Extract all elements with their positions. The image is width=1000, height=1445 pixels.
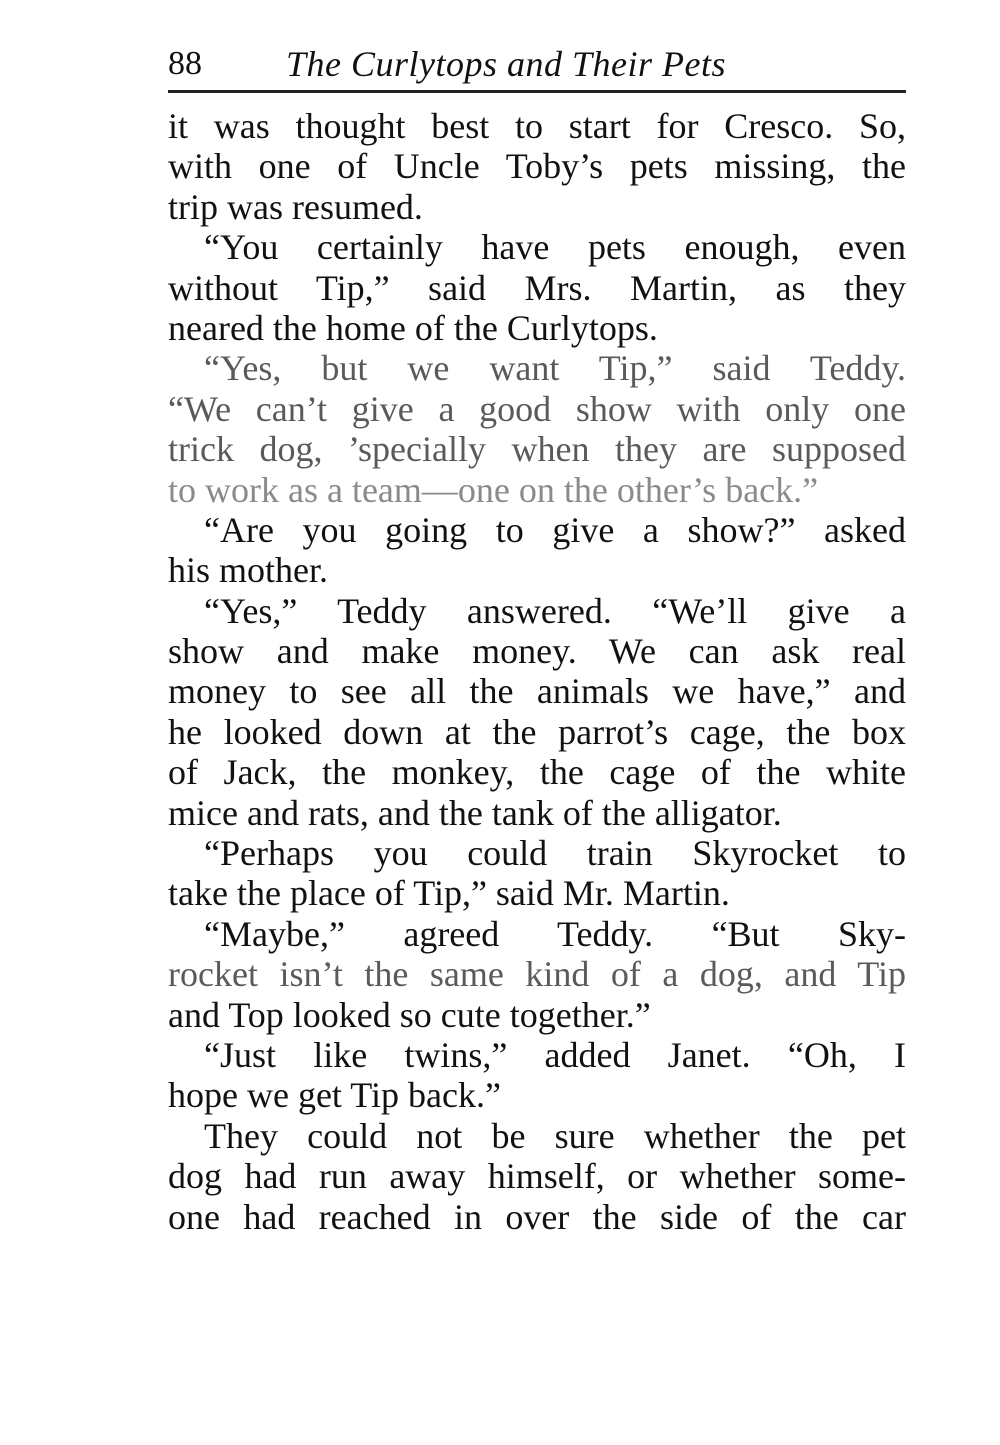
- text-line: “We can’t give a good show with only one: [168, 388, 906, 429]
- page-number: 88: [168, 45, 202, 82]
- text-line: to work as a team—one on the other’s back.”: [168, 469, 819, 510]
- text-line: and Top looked so cute together.”: [168, 994, 651, 1035]
- text-line: money to see all the animals we have,” and: [168, 671, 906, 712]
- running-head: [168, 42, 906, 86]
- text-line: he looked down at the parrot’s cage, the box: [168, 711, 906, 752]
- text-line: one had reached in over the side of the car: [168, 1196, 906, 1237]
- text-line: take the place of Tip,” said Mr. Martin.: [168, 873, 730, 914]
- text-line: “Maybe,” agreed Teddy. “But Sky-: [204, 913, 906, 954]
- text-line: dog had run away himself, or whether some-: [168, 1156, 906, 1197]
- text-line: “Perhaps you could train Skyrocket to: [204, 833, 906, 874]
- text-line: rocket isn’t the same kind of a dog, and Tip: [168, 954, 906, 995]
- text-line: “Just like twins,” added Janet. “Oh, I: [204, 1034, 906, 1075]
- text-line: “Yes, but we want Tip,” said Teddy.: [204, 348, 906, 389]
- text-line: without Tip,” said Mrs. Martin, as they: [168, 267, 906, 308]
- text-line: trick dog, ’specially when they are supposed: [168, 429, 906, 470]
- text-line: it was thought best to start for Cresco. So,: [168, 106, 906, 146]
- text-line: They could not be sure whether the pet: [204, 1115, 906, 1156]
- text-line: “Are you going to give a show?” asked: [204, 509, 906, 550]
- text-line: “Yes,” Teddy answered. “We’ll give a: [204, 590, 906, 631]
- text-line: hope we get Tip back.”: [168, 1075, 501, 1116]
- text-line: of Jack, the monkey, the cage of the white: [168, 752, 906, 793]
- text-line: with one of Uncle Toby’s pets missing, the: [168, 146, 906, 187]
- text-line: show and make money. We can ask real: [168, 631, 906, 672]
- header-rule: [168, 90, 906, 93]
- running-title: The Curlytops and Their Pets: [286, 44, 727, 84]
- body-text: [168, 106, 906, 1237]
- text-line: trip was resumed.: [168, 186, 423, 227]
- text-line: mice and rats, and the tank of the alligator.: [168, 792, 782, 833]
- text-line: his mother.: [168, 550, 328, 591]
- text-line: neared the home of the Curlytops.: [168, 307, 658, 348]
- text-line: “You certainly have pets enough, even: [204, 227, 906, 268]
